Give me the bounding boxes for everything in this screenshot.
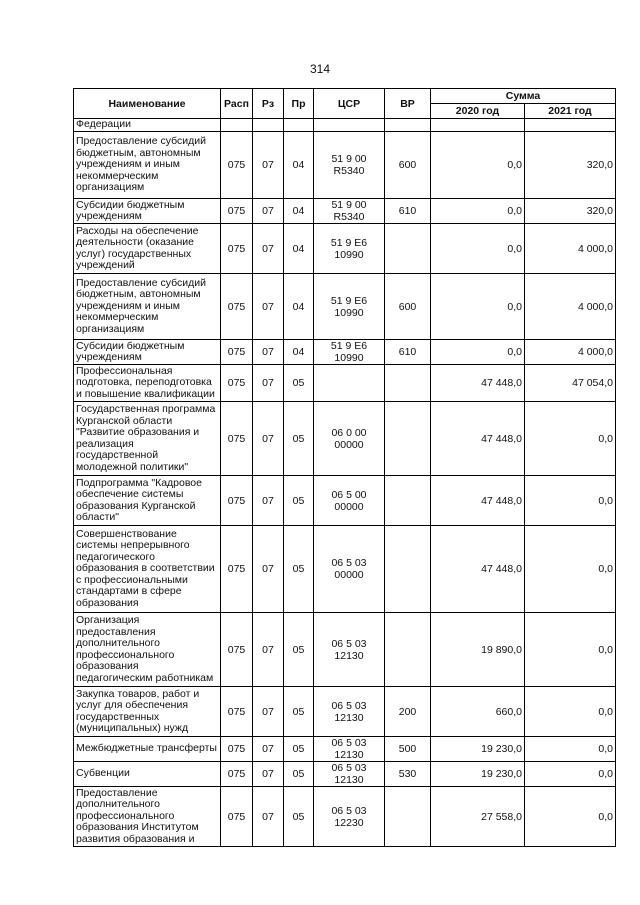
cell-rasp: 075 (221, 132, 253, 199)
cell-rasp: 075 (221, 402, 253, 476)
cell-2021: 0,0 (525, 526, 616, 613)
cell-2021: 0,0 (525, 787, 616, 847)
cell-name: Совершенствование системы непрерывного педагогического образования в соответствии с профессиональными стандартами в сфере образования (74, 526, 221, 613)
cell-rz (253, 119, 284, 132)
cell-csr: 51 9 E6 10990 (314, 340, 385, 365)
cell-name: Расходы на обеспечение деятельности (оказание услуг) государственных учреждений (74, 224, 221, 274)
cell-name: Федерации (74, 119, 221, 132)
table-row (74, 365, 616, 402)
cell-vr: 600 (385, 132, 431, 199)
cell-pr: 05 (284, 687, 314, 737)
cell-pr: 05 (284, 737, 314, 762)
cell-csr: 06 5 03 12130 (314, 762, 385, 787)
cell-name: Предоставление субсидий бюджетным, автономным учреждениям и иным некоммерческим организациям (74, 274, 221, 340)
cell-2021 (525, 119, 616, 132)
cell-name: Предоставление субсидий бюджетным, автономным учреждениям и иным некоммерческим организациям (74, 132, 221, 199)
cell-name: Предоставление дополнительного профессионального образования Институтом развития образования и (74, 787, 221, 847)
cell-2021: 320,0 (525, 132, 616, 199)
cell-pr: 04 (284, 132, 314, 199)
cell-2020: 19 890,0 (431, 613, 525, 687)
cell-rz: 07 (253, 762, 284, 787)
cell-rasp: 075 (221, 787, 253, 847)
cell-2020: 47 448,0 (431, 365, 525, 402)
cell-vr (385, 402, 431, 476)
cell-2020: 27 558,0 (431, 787, 525, 847)
cell-csr: 06 5 03 00000 (314, 526, 385, 613)
cell-rz: 07 (253, 687, 284, 737)
table-header (74, 89, 616, 119)
cell-pr: 05 (284, 762, 314, 787)
cell-name: Субсидии бюджетным учреждениям (74, 340, 221, 365)
cell-pr: 04 (284, 199, 314, 224)
cell-rasp: 075 (221, 340, 253, 365)
cell-vr (385, 224, 431, 274)
cell-csr: 51 9 E6 10990 (314, 224, 385, 274)
cell-csr: 06 0 00 00000 (314, 402, 385, 476)
cell-2021: 0,0 (525, 687, 616, 737)
cell-2021: 47 054,0 (525, 365, 616, 402)
cell-pr: 05 (284, 787, 314, 847)
cell-rasp: 075 (221, 613, 253, 687)
cell-rasp: 075 (221, 365, 253, 402)
cell-rz: 07 (253, 274, 284, 340)
cell-2020: 0,0 (431, 224, 525, 274)
cell-2021: 0,0 (525, 737, 616, 762)
cell-2021: 4 000,0 (525, 224, 616, 274)
cell-rz: 07 (253, 526, 284, 613)
cell-vr: 530 (385, 762, 431, 787)
page-number: 314 (309, 62, 331, 76)
cell-2020: 0,0 (431, 199, 525, 224)
cell-csr: 51 9 00 R5340 (314, 132, 385, 199)
cell-pr: 05 (284, 365, 314, 402)
cell-vr: 600 (385, 274, 431, 340)
cell-2020: 0,0 (431, 132, 525, 199)
cell-name: Организация предоставления дополнительного профессионального образования педагогическим работникам (74, 613, 221, 687)
cell-rz: 07 (253, 613, 284, 687)
header-rz: Рз (253, 89, 284, 119)
cell-rasp: 075 (221, 274, 253, 340)
cell-vr (385, 476, 431, 526)
cell-pr: 04 (284, 274, 314, 340)
table-row (74, 476, 616, 526)
table-row (74, 340, 616, 365)
cell-vr (385, 119, 431, 132)
cell-2021: 320,0 (525, 199, 616, 224)
cell-rasp (221, 119, 253, 132)
table-row (74, 274, 616, 340)
cell-rasp: 075 (221, 762, 253, 787)
cell-pr (284, 119, 314, 132)
cell-pr: 04 (284, 224, 314, 274)
cell-2020: 47 448,0 (431, 402, 525, 476)
cell-name: Субвенции (74, 762, 221, 787)
cell-rz: 07 (253, 132, 284, 199)
cell-rz: 07 (253, 737, 284, 762)
cell-csr: 06 5 03 12130 (314, 613, 385, 687)
cell-2021: 4 000,0 (525, 340, 616, 365)
cell-rasp: 075 (221, 737, 253, 762)
cell-2021: 0,0 (525, 476, 616, 526)
cell-vr (385, 613, 431, 687)
cell-vr (385, 787, 431, 847)
cell-name: Закупка товаров, работ и услуг для обеспечения государственных (муниципальных) нужд (74, 687, 221, 737)
cell-pr: 04 (284, 340, 314, 365)
cell-csr: 51 9 00 R5340 (314, 199, 385, 224)
cell-name: Государственная программа Курганской области "Развитие образования и реализация государственной молодежной политики" (74, 402, 221, 476)
cell-name: Профессиональная подготовка, переподготовка и повышение квалификации (74, 365, 221, 402)
cell-pr: 05 (284, 476, 314, 526)
header-csr: ЦСР (314, 89, 385, 119)
table-row (74, 737, 616, 762)
cell-csr (314, 119, 385, 132)
cell-rz: 07 (253, 340, 284, 365)
table-row (74, 224, 616, 274)
cell-rasp: 075 (221, 199, 253, 224)
header-rasp: Расп (221, 89, 253, 119)
cell-csr: 06 5 03 12130 (314, 687, 385, 737)
cell-name: Межбюджетные трансферты (74, 737, 221, 762)
header-pr: Пр (284, 89, 314, 119)
table-row (74, 199, 616, 224)
table-row (74, 613, 616, 687)
cell-rz: 07 (253, 224, 284, 274)
cell-rz: 07 (253, 476, 284, 526)
cell-vr: 500 (385, 737, 431, 762)
cell-2020: 0,0 (431, 274, 525, 340)
cell-rz: 07 (253, 199, 284, 224)
cell-rasp: 075 (221, 526, 253, 613)
table-row (74, 402, 616, 476)
cell-csr: 06 5 03 12130 (314, 737, 385, 762)
cell-vr: 200 (385, 687, 431, 737)
header-vr: ВР (385, 89, 431, 119)
cell-rasp: 075 (221, 224, 253, 274)
header-2021: 2021 год (525, 104, 616, 119)
cell-2020: 660,0 (431, 687, 525, 737)
cell-rz: 07 (253, 402, 284, 476)
table-row (74, 787, 616, 847)
cell-vr (385, 365, 431, 402)
header-2020: 2020 год (431, 104, 525, 119)
cell-2020 (431, 119, 525, 132)
table-row (74, 687, 616, 737)
cell-vr: 610 (385, 340, 431, 365)
cell-2021: 0,0 (525, 402, 616, 476)
header-name: Наименование (74, 89, 221, 119)
cell-pr: 05 (284, 526, 314, 613)
cell-name: Подпрограмма "Кадровое обеспечение системы образования Курганской области" (74, 476, 221, 526)
table-row (74, 526, 616, 613)
cell-csr: 06 5 03 12230 (314, 787, 385, 847)
cell-vr: 610 (385, 199, 431, 224)
cell-2021: 0,0 (525, 613, 616, 687)
cell-rz: 07 (253, 787, 284, 847)
table-row (74, 119, 616, 132)
table-body (74, 119, 616, 847)
cell-vr (385, 526, 431, 613)
cell-2021: 4 000,0 (525, 274, 616, 340)
cell-2020: 47 448,0 (431, 476, 525, 526)
table-row (74, 132, 616, 199)
cell-pr: 05 (284, 613, 314, 687)
header-sum: Сумма (431, 89, 616, 104)
table-row (74, 762, 616, 787)
cell-2020: 0,0 (431, 340, 525, 365)
cell-pr: 05 (284, 402, 314, 476)
cell-csr (314, 365, 385, 402)
cell-2020: 47 448,0 (431, 526, 525, 613)
cell-csr: 06 5 00 00000 (314, 476, 385, 526)
cell-csr: 51 9 E6 10990 (314, 274, 385, 340)
cell-rasp: 075 (221, 476, 253, 526)
cell-rz: 07 (253, 365, 284, 402)
cell-2020: 19 230,0 (431, 762, 525, 787)
budget-table (73, 88, 616, 847)
cell-2021: 0,0 (525, 762, 616, 787)
cell-name: Субсидии бюджетным учреждениям (74, 199, 221, 224)
cell-rasp: 075 (221, 687, 253, 737)
cell-2020: 19 230,0 (431, 737, 525, 762)
